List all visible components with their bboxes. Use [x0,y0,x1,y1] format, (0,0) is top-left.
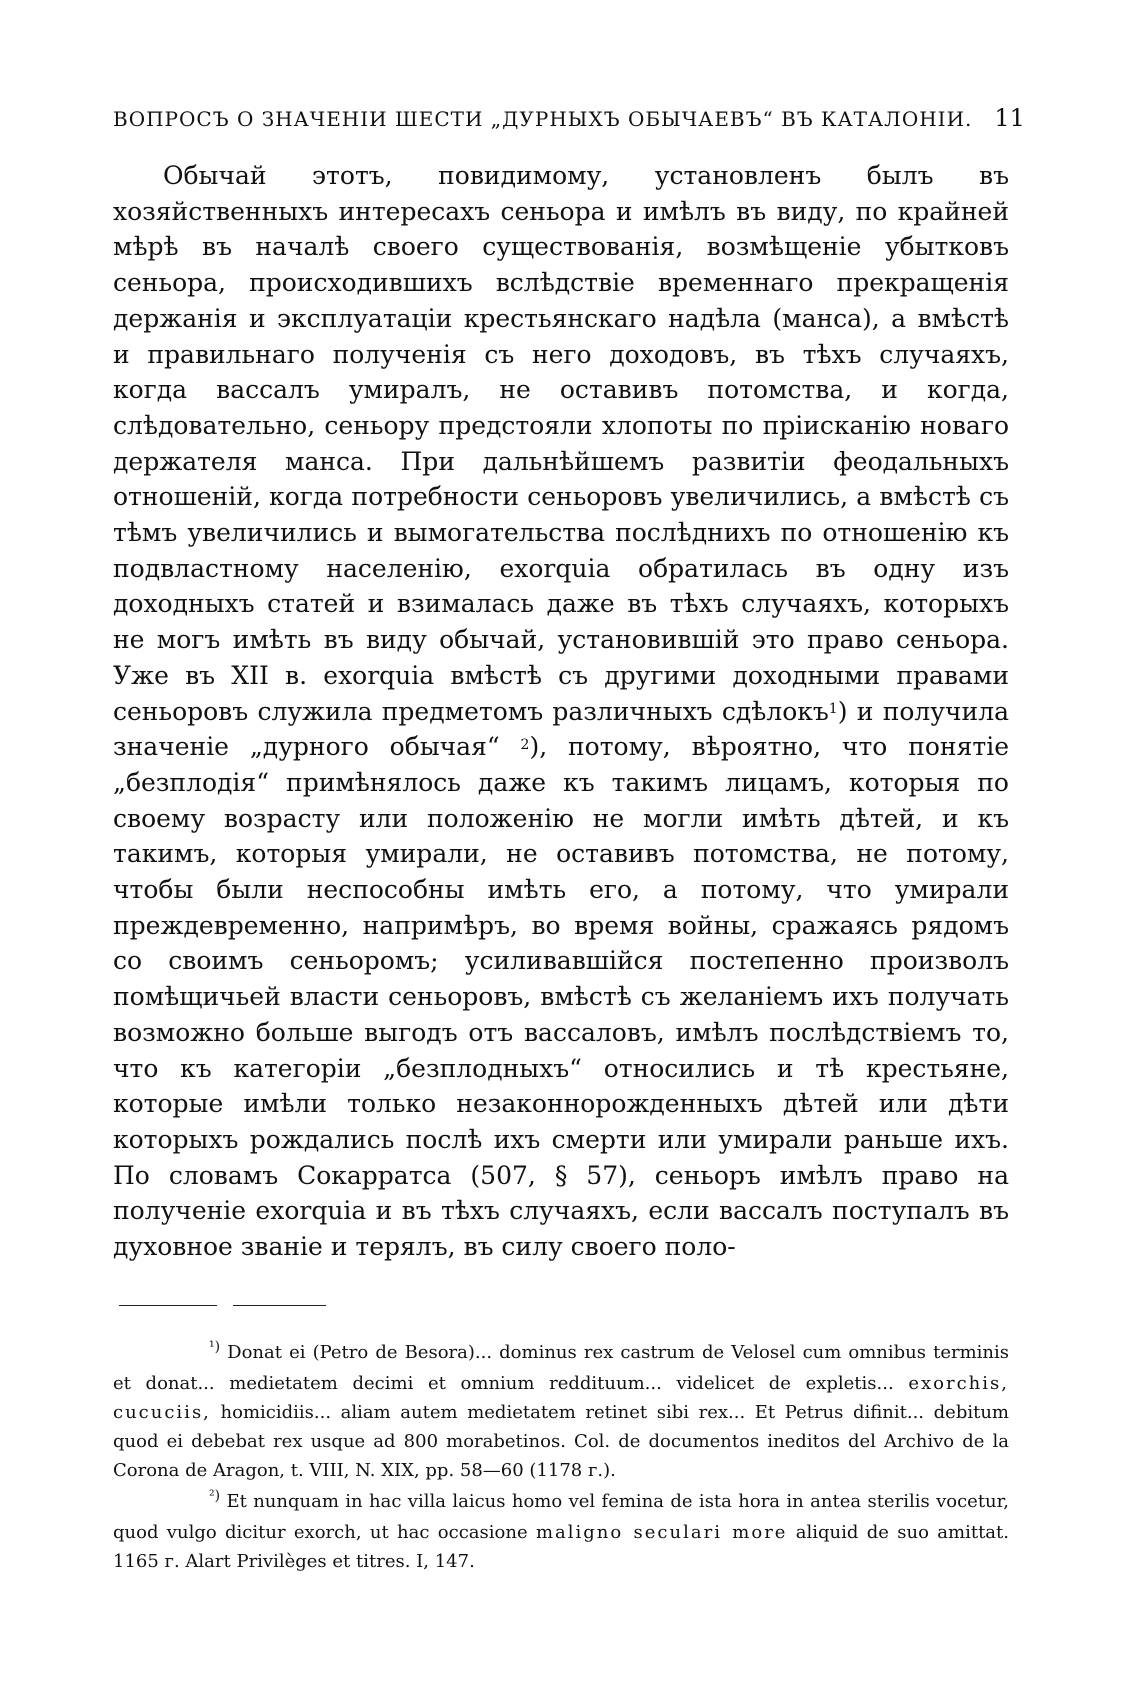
page-number: 11 [994,104,1025,132]
running-header [113,104,1025,138]
paragraph-segment-3: ), потому, вѣроятно, что понятіе „безплодія“ примѣнялось даже къ такимъ лицамъ, которыя по своему возрасту или положенію не могли имѣть дѣтей, и къ такимъ, которыя умирали, не оставивъ потомства, не потому, чтобы были неспособны имѣть его, а потому, что умирали преждевременно, напримѣръ, во время войны, сражаясь рядомъ со своимъ сеньоромъ; усиливавшійся постепенно произволъ помѣщичьей власти сеньоровъ, вмѣстѣ съ желаніемъ ихъ получать возможно больше выгодъ отъ вассаловъ, имѣлъ послѣдствіемъ то, что къ категоріи „безплодныхъ“ относились и тѣ крестьяне, которые имѣли только незаконнорожденныхъ дѣтей или дѣти которыхъ рождались послѣ ихъ смерти или умирали раньше ихъ. По словамъ Сокарратса (507, § 57), сеньоръ имѣлъ право на полученіе exorquia и въ тѣхъ случаяхъ, если вассалъ поступалъ въ духовное званіе и терялъ, въ силу своего поло- [113,732,1009,1262]
footnote-reference-2: 2 [520,736,530,753]
paragraph-segment-2: ) и получила значеніе „дурного обычая“ [113,696,1009,762]
footnote-2-text-b: aliquid de suo amittat. 1165 г. Alart Privilèges et titres. I, 147. [113,1522,1009,1573]
footnote-2-text-a: Et nunquam in hac villa laicus homo vel femina de ista hora in antea sterilis vocetur, quod vulgo dicitur exorch, ut hac occasione [113,1491,1009,1544]
footnote-marker-2: ²) [209,1488,221,1505]
separator-rule-left [119,1305,217,1306]
main-paragraph [113,158,1009,1265]
footnote-1-text-b: homicidiis... aliam autem medietatem retinet sibi rex... Et Petrus difinit... debitum quod ei debebat rex usque ad 800 morabetinos. Col. de documentos ineditos del Archivo de la Corona de Aragon, t. VIII, N. XIX, pp. 58—60 (1178 г.). [113,1402,1009,1482]
footnote-reference-1: 1 [828,701,838,718]
footnote-2-spaced-text: maligno seculari more [535,1522,788,1544]
footnote-1 [113,1338,1009,1485]
footnotes [113,1338,1009,1576]
footnote-2 [113,1487,1009,1576]
footnote-separator [119,1305,1009,1306]
paragraph-segment-1: Обычай этотъ, повидимому, установленъ былъ въ хозяйственныхъ интересахъ сеньора и имѣлъ въ виду, по крайней мѣрѣ въ началѣ своего существованія, возмѣщеніе убытковъ сеньора, происходившихъ вслѣдствіе временнаго прекращенія держанія и эксплуатаціи крестьянскаго надѣла (манса), а вмѣстѣ и правильнаго полученія съ него доходовъ, въ тѣхъ случаяхъ, когда вассалъ умиралъ, не оставивъ потомства, и когда, слѣдовательно, сеньору предстояли хлопоты по пріисканію новаго держателя манса. При дальнѣйшемъ развитіи феодальныхъ отношеній, когда потребности сеньоровъ увеличились, а вмѣстѣ съ тѣмъ увеличились и вымогательства послѣднихъ по отношенію къ подвластному населенію, exorquia обратилась въ одну изъ доходныхъ статей и взималась даже въ тѣхъ случаяхъ, которыхъ не могъ имѣть въ виду обычай, установившій это право сеньора. Уже въ XII в. exorquia вмѣстѣ съ другими доходными правами сеньоровъ служила предметомъ различныхъ сдѣлокъ [113,161,1009,726]
footnote-1-text-a: Donat ei (Petro de Besora)... dominus rex castrum de Velosel cum omnibus terminis et donat... medietatem decimi et omnium reddituum... videlicet de expletis... [113,1342,1009,1395]
book-page [113,104,1025,1578]
running-title: ВОПРОСЪ О ЗНАЧЕНІИ ШЕСТИ „ДУРНЫХЪ ОБЫЧАЕВЪ“ ВЪ КАТАЛОНІИ. [113,107,973,131]
footnote-marker-1: ¹) [209,1339,221,1356]
separator-rule-right [233,1305,326,1306]
footnote-1-spaced-text: exorchis, cucuciis, [113,1373,1009,1424]
